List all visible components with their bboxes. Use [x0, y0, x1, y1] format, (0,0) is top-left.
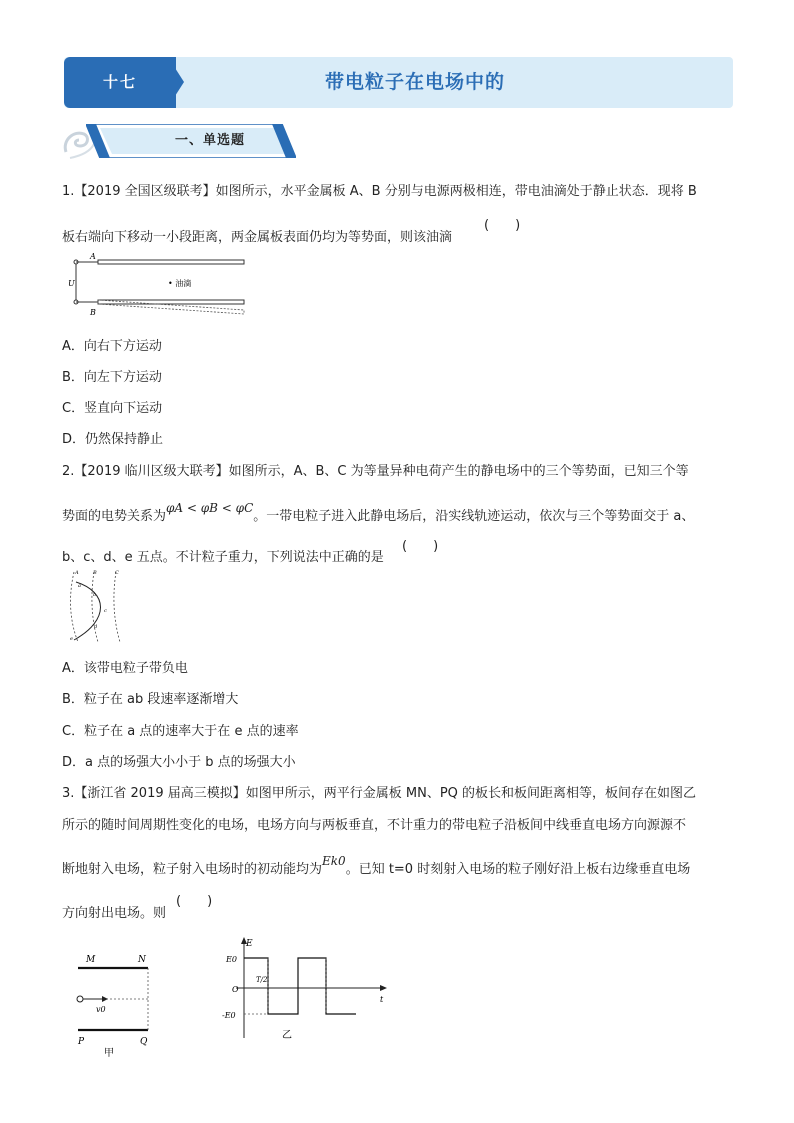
q3-label-E: E	[246, 939, 253, 949]
section-title: 一、单选题	[174, 133, 245, 148]
q3-stem-line1: 3.【浙江省 2019 届高三模拟】如图甲所示，两平行金属板 MN、PQ 的板长和板间距离相等，板间存在如图乙	[62, 786, 697, 801]
q3-label-T2: T/2	[256, 976, 268, 984]
q3-label-negE0: -E0	[222, 1011, 236, 1020]
q3-stem-line3-post: 。已知 t=0 时刻射入电场的粒子刚好沿上板右边缘垂直电场	[345, 862, 691, 877]
q2-stem-line2-post: 。一带电粒子进入此静电场后，沿实线轨迹运动，依次与三个等势面交于 a、	[253, 509, 695, 524]
q3-label-t: t	[380, 995, 384, 1004]
q1-label-u: U	[68, 279, 75, 288]
q1-option-a: A．向右下方运动	[62, 339, 162, 354]
q2-label-c: c	[104, 608, 107, 614]
q3-figure-plates	[70, 950, 160, 1058]
q2-label-C: C	[115, 570, 119, 576]
q2-option-a: A．该带电粒子带负电	[62, 661, 188, 676]
q3-label-P: P	[78, 1037, 85, 1047]
q3-label-Q: Q	[140, 1037, 148, 1047]
q2-option-d: D．a 点的场强大小小于 b 点的场强大小	[62, 755, 296, 770]
q2-option-c: C．粒子在 a 点的速率大于在 e 点的速率	[62, 724, 299, 739]
chapter-number: 十七	[102, 73, 137, 91]
q3-label-M: M	[86, 955, 96, 965]
q1-answer-paren: ( )	[484, 218, 521, 233]
q1-option-b: B．向左下方运动	[62, 370, 162, 385]
q2-option-b: B．粒子在 ab 段速率逐渐增大	[62, 692, 239, 707]
q1-stem-line1: 1.【2019 全国区级联考】如图所示，水平金属板 A、B 分别与电源两极相连，带电油滴处于静止状态．现将 B	[62, 184, 697, 199]
q1-option-c: C．竖直向下运动	[62, 401, 163, 416]
q2-stem-line3: b、c、d、e 五点。不计粒子重力，下列说法中正确的是	[62, 550, 384, 565]
q1-label-a: A	[90, 252, 96, 261]
page-title: 带电粒子在电场中的	[324, 71, 505, 93]
q2-stem-line2-pre: 势面的电势关系为	[62, 509, 167, 524]
q3-label-E0: E0	[226, 955, 237, 964]
q3-caption-yi: 乙	[282, 1030, 292, 1041]
q1-option-d: D．仍然保持静止	[62, 432, 164, 447]
q3-label-N: N	[138, 955, 146, 965]
q2-stem-line1: 2.【2019 临川区级大联考】如图所示，A、B、C 为等量异种电荷产生的静电场中的三个等势面，已知三个等	[62, 464, 689, 479]
q3-label-v0: v0	[96, 1005, 106, 1014]
q2-answer-paren: ( )	[402, 539, 439, 554]
q1-figure-plates	[68, 250, 248, 318]
q2-potential-relation: φA < φB < φC	[166, 501, 254, 515]
q3-figure-field-graph	[222, 934, 392, 1046]
q3-label-O: O	[232, 985, 239, 994]
q2-label-B: B	[93, 570, 97, 576]
q3-initial-kinetic-energy: Ek0	[322, 854, 346, 868]
q2-label-b: b	[93, 592, 97, 598]
q1-label-oil-drop: • 油滴	[168, 279, 192, 288]
q3-stem-line2: 所示的随时间周期性变化的电场，电场方向与两板垂直，不计重力的带电粒子沿板间中线垂直电场方向源源不	[62, 818, 687, 833]
q3-stem-line3-pre: 断地射入电场，粒子射入电场时的初动能均为	[62, 862, 323, 877]
q2-figure-equipotential	[64, 568, 128, 644]
q3-stem-line4: 方向射出电场。则	[62, 906, 167, 921]
q2-label-a: a	[78, 583, 81, 589]
q2-label-e: e	[70, 636, 73, 642]
q2-label-A: A	[75, 570, 79, 576]
q1-stem-line2: 板右端向下移动一小段距离，两金属板表面仍均为等势面，则该油滴	[62, 230, 453, 245]
q2-label-d: d	[94, 624, 98, 630]
q2-stem-line2	[62, 501, 695, 524]
q3-caption-jia: 甲	[104, 1048, 114, 1058]
q3-answer-paren: ( )	[176, 894, 213, 909]
q3-stem-line3	[62, 854, 691, 877]
q1-label-b: B	[90, 308, 96, 317]
